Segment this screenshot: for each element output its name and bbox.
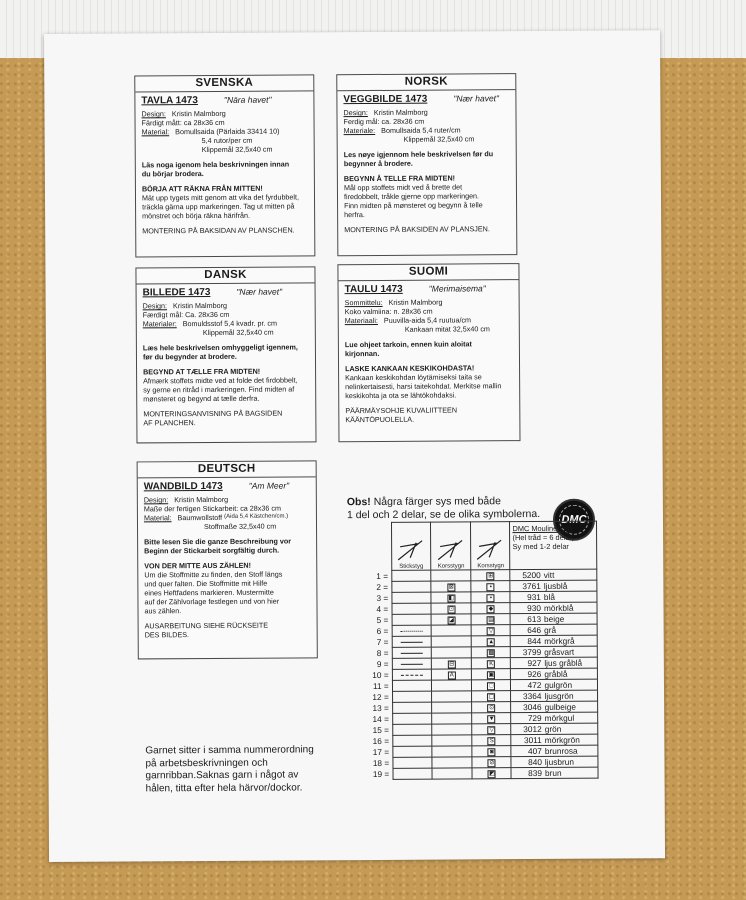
- dmc-code: 927: [527, 657, 542, 669]
- table-row: [368, 712, 598, 724]
- dmc-header: DMC Moulinégarn (Hel tråd = 6 delar) Sy med 1-2 delar: [510, 521, 597, 570]
- design-label: Design:: [343, 108, 368, 118]
- box-dansk: [135, 266, 316, 443]
- body-line: herfra.: [344, 210, 365, 220]
- design-value: Kristin Malmborg: [171, 108, 226, 119]
- body-line: sy gerne en ritråd i markeringen. Find midten af: [143, 384, 295, 395]
- body-line: Kankaan keskikohdan löytämiseksi taita se: [345, 372, 482, 383]
- mount-note: MONTERING PÅ BAKSIDAN AV PLANSCHEN.: [142, 225, 295, 236]
- obs-text: 1 del och 2 delar, se de olika symbolerna.: [346, 507, 541, 522]
- color-name: gulgrön: [544, 679, 573, 690]
- product-subtitle: "Nära havet": [223, 94, 272, 105]
- size-text: Ferdig mål: ca. 28x36 cm: [343, 116, 425, 127]
- symbol-icon: ⊞: [488, 573, 494, 580]
- key-table: [367, 521, 599, 780]
- symbol-icon: ▢: [488, 694, 495, 701]
- dmc-code: 844: [527, 635, 542, 647]
- table-row: [367, 602, 597, 614]
- material-label: Materialer:: [142, 319, 177, 329]
- table-row: [368, 690, 598, 702]
- dmc-code: 407: [527, 745, 542, 757]
- mount-note: PÄÄRMÄYSOHJE KUVALIITTEEN: [345, 405, 458, 416]
- row-number: 9 =: [376, 658, 389, 669]
- symbol-icon: ▣: [488, 672, 495, 679]
- row-number: 17 =: [372, 746, 390, 758]
- product-subtitle: "Nær havet": [236, 286, 283, 297]
- size-text: Maße der fertigen Stickarbeit: ca 28x36 cm: [143, 503, 281, 514]
- box-deutsch: [137, 460, 318, 659]
- body-line: Mål opp stoffets midt ved å brette det: [343, 182, 463, 193]
- dmc-code: 840: [528, 756, 542, 768]
- symbol-icon: S: [488, 737, 496, 745]
- design-value: Kristin Malmborg: [174, 494, 229, 505]
- body-line: mønsteret og begynd at tælle derfra.: [143, 393, 260, 404]
- dmc-code: 646: [527, 624, 542, 636]
- body-line: Finn midten på mønsteret og begynn å telle: [344, 200, 483, 211]
- dmc-code: 930: [527, 602, 541, 614]
- color-name: vitt: [543, 569, 555, 580]
- material-line: Klippemål 32,5x40 cm: [202, 327, 274, 338]
- row-number: 13 =: [372, 702, 389, 714]
- design-value: Kristin Malmborg: [373, 107, 428, 117]
- material-label: Materiaali:: [344, 315, 378, 326]
- color-name: gråsvart: [544, 646, 575, 657]
- row-number: 5 =: [376, 614, 389, 625]
- color-name: blå: [543, 591, 556, 602]
- row-number: 10 =: [372, 669, 389, 681]
- col-header: Stickstyg: [391, 522, 431, 570]
- table-row: [368, 668, 598, 680]
- color-name: brun: [544, 767, 562, 778]
- product-title: VEGGBILDE 1473: [343, 93, 428, 106]
- dmc-code: 613: [527, 613, 542, 625]
- mount-note: MONTERING PÅ BAKSIDEN AV PLANSJEN.: [344, 224, 490, 235]
- body-line: Afmærk stoffets midte ved at folde det firdobbelt,: [143, 375, 298, 386]
- symbol-icon: ▩: [488, 650, 495, 657]
- row-number: 2 =: [376, 581, 389, 592]
- symbol-icon: ▪: [487, 583, 495, 591]
- yarn-order-note: Garnet sitter i samma nummerordning på arbetsbeskrivningen och garnribban.Saknas garn i något av hålen, titta efter hela härvor/dockor.: [145, 744, 314, 794]
- product-title: WANDBILD 1473: [143, 480, 223, 493]
- symbol-icon: ◙: [488, 748, 496, 756]
- row-number: 19 =: [372, 768, 390, 780]
- symbol-icon: ▼: [488, 716, 495, 723]
- dmc-code: 472: [527, 679, 542, 691]
- dmc-code: 926: [527, 668, 542, 680]
- dmc-code: 3761: [522, 580, 541, 592]
- mount-note: KÄÄNTÖPUOLELLA.: [345, 414, 415, 425]
- row-number: 3 =: [376, 592, 389, 603]
- symbol-icon: ⊡: [448, 606, 454, 613]
- row-number: 15 =: [372, 724, 390, 736]
- col-header: Korsstygn: [431, 522, 471, 570]
- read-note: Bitte lesen Sie die ganze Beschreibung vor: [144, 536, 292, 547]
- product-subtitle: "Nær havet": [453, 93, 500, 104]
- material-detail: (Aida 5,4 Kästchen/cm.): [224, 513, 289, 520]
- row-number: 4 =: [376, 603, 389, 614]
- material-label: Material:: [141, 127, 170, 137]
- body-line: eines Heftfadens markieren. Mustermitte: [144, 587, 274, 598]
- table-row: [368, 635, 598, 647]
- symbol-icon: ▪: [487, 594, 495, 602]
- symbol-icon: ⊙: [489, 705, 495, 712]
- box-suomi: [337, 263, 520, 442]
- pattern-sheet: [44, 30, 665, 862]
- mount-note: AF PLANCHEN.: [143, 418, 196, 428]
- dmc-code: 931: [527, 591, 541, 603]
- needle-icon: [436, 537, 466, 561]
- stitch-line-icon: [401, 664, 423, 665]
- material-value: Bomullsaida (Pärlaida 33414 10): [175, 126, 280, 137]
- size-text: Færdigt mål: Ca. 28x36 cm: [142, 309, 230, 320]
- row-number: 12 =: [372, 691, 389, 703]
- symbol-icon: ⊟: [449, 661, 455, 668]
- mount-note: AUSARBEITUNG SIEHE RÜCKSEITE: [144, 620, 269, 631]
- table-row: [368, 745, 598, 757]
- obs-label: Obs!: [346, 496, 371, 509]
- body-line: Um die Stoffmitte zu finden, den Stoff längs: [144, 569, 283, 580]
- row-number: 7 =: [376, 636, 389, 647]
- product-title: TAVLA 1473: [141, 95, 198, 107]
- color-name: mörkgrön: [544, 734, 580, 745]
- body-line: träckla gärna upp markeringen. Tag ut mitten på: [142, 201, 295, 212]
- design-label: Design:: [142, 301, 168, 311]
- symbol-icon: ◆: [488, 606, 494, 613]
- read-note: du börjar brodera.: [141, 169, 204, 179]
- color-name: gulbeige: [544, 701, 576, 712]
- start-heading: BÖRJA ATT RÄKNA FRÅN MITTEN!: [141, 183, 263, 194]
- table-row: [367, 580, 597, 592]
- read-note: Beginn der Stickarbeit sorgfältig durch.: [144, 545, 280, 556]
- lang-heading: SUOMI: [338, 264, 518, 281]
- material-value: Baumwollstoff: [177, 512, 223, 523]
- symbol-icon: ▽: [488, 628, 494, 635]
- lang-heading: SVENSKA: [135, 75, 313, 92]
- design-label: Design:: [143, 495, 169, 505]
- body-line: auf der Zählvorlage festlegen und von hier: [144, 596, 280, 607]
- stitch-line-icon: [401, 642, 423, 643]
- stitch-line-icon: [401, 631, 423, 632]
- symbol-icon: ◪: [448, 617, 455, 624]
- col-header: Korsstygn: [471, 522, 510, 570]
- row-number: 8 =: [376, 647, 389, 658]
- body-line: keskikohta ja ota se lähtökohdaksi.: [345, 390, 457, 401]
- design-value: Kristin Malmborg: [173, 300, 227, 311]
- symbol-icon: □: [487, 682, 495, 690]
- row-number: 11 =: [372, 680, 389, 692]
- table-row: [368, 657, 598, 669]
- table-row: [368, 679, 598, 691]
- symbol-icon: ▽: [489, 727, 495, 734]
- design-label: Sommittelu:: [344, 297, 383, 308]
- dmc-code: 3011: [523, 734, 542, 746]
- symbol-icon: A: [448, 671, 456, 679]
- needle-icon: [476, 537, 506, 561]
- body-line: und quer falten. Die Stoffmitte mit Hilfe: [144, 578, 268, 589]
- read-note: kirjonnan.: [344, 348, 380, 359]
- table-row: [368, 646, 598, 658]
- material-line: Kankaan mitat 32,5x40 cm: [404, 324, 490, 334]
- dmc-logo: DMC: [553, 499, 595, 541]
- lang-heading: DEUTSCH: [138, 461, 316, 478]
- dmc-code: 729: [527, 712, 542, 724]
- color-name: brunrosa: [544, 745, 578, 756]
- body-line: Mät upp tygets mitt genom att vika det fyrdubbelt,: [141, 192, 300, 203]
- material-value: Bomuldsstof 5,4 kvadr. pr. cm: [182, 318, 278, 329]
- material-value: Bomullsaida 5,4 ruter/cm: [381, 125, 461, 135]
- lang-heading: DANSK: [136, 267, 314, 284]
- table-row: [368, 756, 598, 768]
- size-text: Färdigt mått: ca 28x36 cm: [141, 117, 225, 128]
- box-svenska: [134, 74, 315, 257]
- symbol-icon: ◩: [489, 771, 495, 778]
- table-row: [368, 734, 598, 746]
- dmc-code: 3012: [523, 723, 542, 735]
- color-key-table: [367, 521, 599, 792]
- table-row: [368, 613, 598, 625]
- dmc-code: 5200: [522, 569, 541, 581]
- lang-heading: NORSK: [337, 74, 515, 91]
- dmc-code: 839: [528, 767, 543, 779]
- dmc-code: 3364: [523, 690, 542, 702]
- material-value: Puuvilla-aida 5,4 ruutua/cm: [383, 315, 472, 325]
- material-label: Material:: [143, 513, 172, 523]
- product-subtitle: "Merimaisema": [428, 283, 486, 294]
- read-note: før du begynder at brodere.: [142, 351, 237, 362]
- read-note: Lue ohjeet tarkoin, ennen kuin aloitat: [344, 339, 472, 350]
- color-name: ljusbrun: [544, 756, 575, 767]
- stitch-line-icon: [401, 675, 423, 676]
- material-line: Stoffmaße 32,5x40 cm: [203, 521, 277, 532]
- row-number: 16 =: [372, 735, 390, 747]
- color-name: beige: [544, 613, 565, 624]
- read-note: begynner å brodere.: [343, 158, 413, 169]
- symbol-icon: K: [487, 660, 495, 668]
- size-text: Koko valmiina: n. 28x36 cm: [344, 306, 433, 317]
- symbol-icon: ▲: [488, 639, 495, 646]
- read-note: Læs hele beskrivelsen omhyggeligt igennem,: [142, 342, 298, 353]
- row-number: 6 =: [376, 625, 389, 636]
- color-name: gråblå: [544, 668, 568, 679]
- color-name: grå: [544, 624, 557, 635]
- color-name: ljusblå: [543, 580, 568, 591]
- box-norsk: [336, 73, 517, 256]
- start-heading: VON DER MITTE AUS ZÄHLEN!: [144, 560, 252, 571]
- body-line: firedobbelt, tråkle gjerne opp markeringen.: [343, 191, 480, 202]
- symbol-icon: ⊘: [489, 760, 495, 767]
- design-label: Design:: [141, 109, 166, 119]
- row-number: 18 =: [372, 757, 390, 769]
- color-name: mörkblå: [543, 602, 574, 613]
- symbol-icon: ⊠: [448, 584, 454, 591]
- color-name: ljusgrön: [544, 690, 574, 701]
- color-name: ljus gråblå: [544, 657, 583, 668]
- read-note: Läs noga igenom hela beskrivningen innan: [141, 159, 290, 170]
- color-name: mörkgrå: [544, 635, 575, 646]
- product-title: TAULU 1473: [344, 283, 403, 296]
- symbol-icon: ▤: [488, 617, 494, 624]
- start-heading: BEGYND AT TÆLLE FRA MIDTEN!: [143, 366, 261, 377]
- body-line: mönstret och börja räkna härifrån.: [142, 210, 251, 221]
- table-row: [368, 701, 598, 713]
- body-line: aus zählen.: [144, 606, 182, 616]
- needle-icon: [396, 538, 426, 562]
- row-number: 14 =: [372, 713, 389, 725]
- product-title: BILLEDE 1473: [142, 286, 211, 299]
- material-line: 5,4 rutor/per cm: [201, 135, 253, 146]
- material-label: Materiale:: [343, 125, 376, 136]
- design-value: Kristin Malmborg: [388, 297, 443, 307]
- read-note: Les nøye igjennom hele beskrivelsen før du: [343, 149, 494, 160]
- body-line: nelinkertaisesti, harsi taitekohdat. Merkitse mallin: [345, 381, 502, 392]
- dmc-code: 3046: [523, 701, 542, 713]
- mount-note: DES BILDES.: [144, 630, 190, 640]
- dmc-code: 3799: [522, 646, 542, 658]
- stitch-line-icon: [401, 653, 423, 654]
- color-name: grön: [544, 723, 562, 734]
- product-subtitle: "Am Meer": [248, 480, 290, 491]
- start-heading: BEGYNN Å TELLE FRA MIDTEN!: [343, 173, 456, 184]
- start-heading: LASKE KANKAAN KESKIKOHDASTA!: [345, 363, 475, 374]
- symbol-icon: ◧: [448, 595, 455, 602]
- row-number: 1 =: [376, 570, 389, 581]
- material-line: Klippemål 32,5x40 cm: [403, 134, 475, 144]
- color-name: mörkgul: [544, 712, 575, 723]
- obs-text: Några färger sys med både: [370, 495, 501, 509]
- material-line: Klippemål 32,5x40 cm: [201, 144, 273, 155]
- table-row: [368, 767, 598, 779]
- mount-note: MONTERINGSANVISNING PÅ BAGSIDEN: [143, 408, 283, 419]
